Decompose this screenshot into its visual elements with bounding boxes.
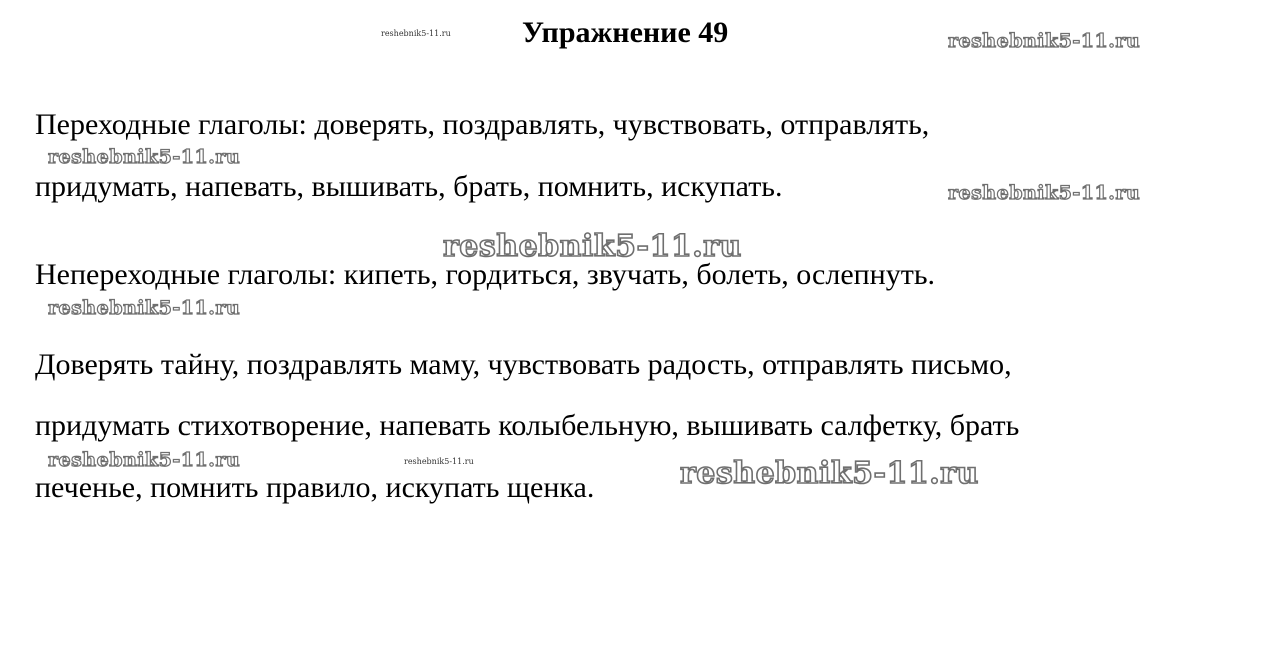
transitive-verbs-line-1: Переходные глаголы: доверять, поздравлять, чувствовать, отправлять, — [35, 108, 930, 141]
watermark: reshebnik5-11.ru — [948, 182, 1141, 204]
watermark: reshebnik5-11.ru — [680, 456, 979, 491]
transitive-verbs-line-2: придумать, напевать, вышивать, брать, помнить, искупать. — [35, 170, 783, 203]
watermark: reshebnik5-11.ru — [381, 29, 451, 38]
intransitive-verbs-line: Непереходные глаголы: кипеть, гордиться, звучать, болеть, ослепнуть. — [35, 258, 936, 291]
watermark: reshebnik5-11.ru — [48, 146, 241, 168]
watermark: reshebnik5-11.ru — [48, 449, 241, 471]
watermark: reshebnik5-11.ru — [48, 297, 241, 319]
phrases-line-3: печенье, помнить правило, искупать щенка. — [35, 471, 595, 504]
phrases-line-2: придумать стихотворение, напевать колыбельную, вышивать салфетку, брать — [35, 409, 1020, 442]
phrases-line-1: Доверять тайну, поздравлять маму, чувствовать радость, отправлять письмо, — [35, 348, 1012, 381]
watermark: reshebnik5-11.ru — [443, 229, 742, 264]
watermark: reshebnik5-11.ru — [404, 457, 474, 466]
page-title: Упражнение 49 — [522, 16, 729, 49]
watermark: reshebnik5-11.ru — [948, 30, 1141, 52]
